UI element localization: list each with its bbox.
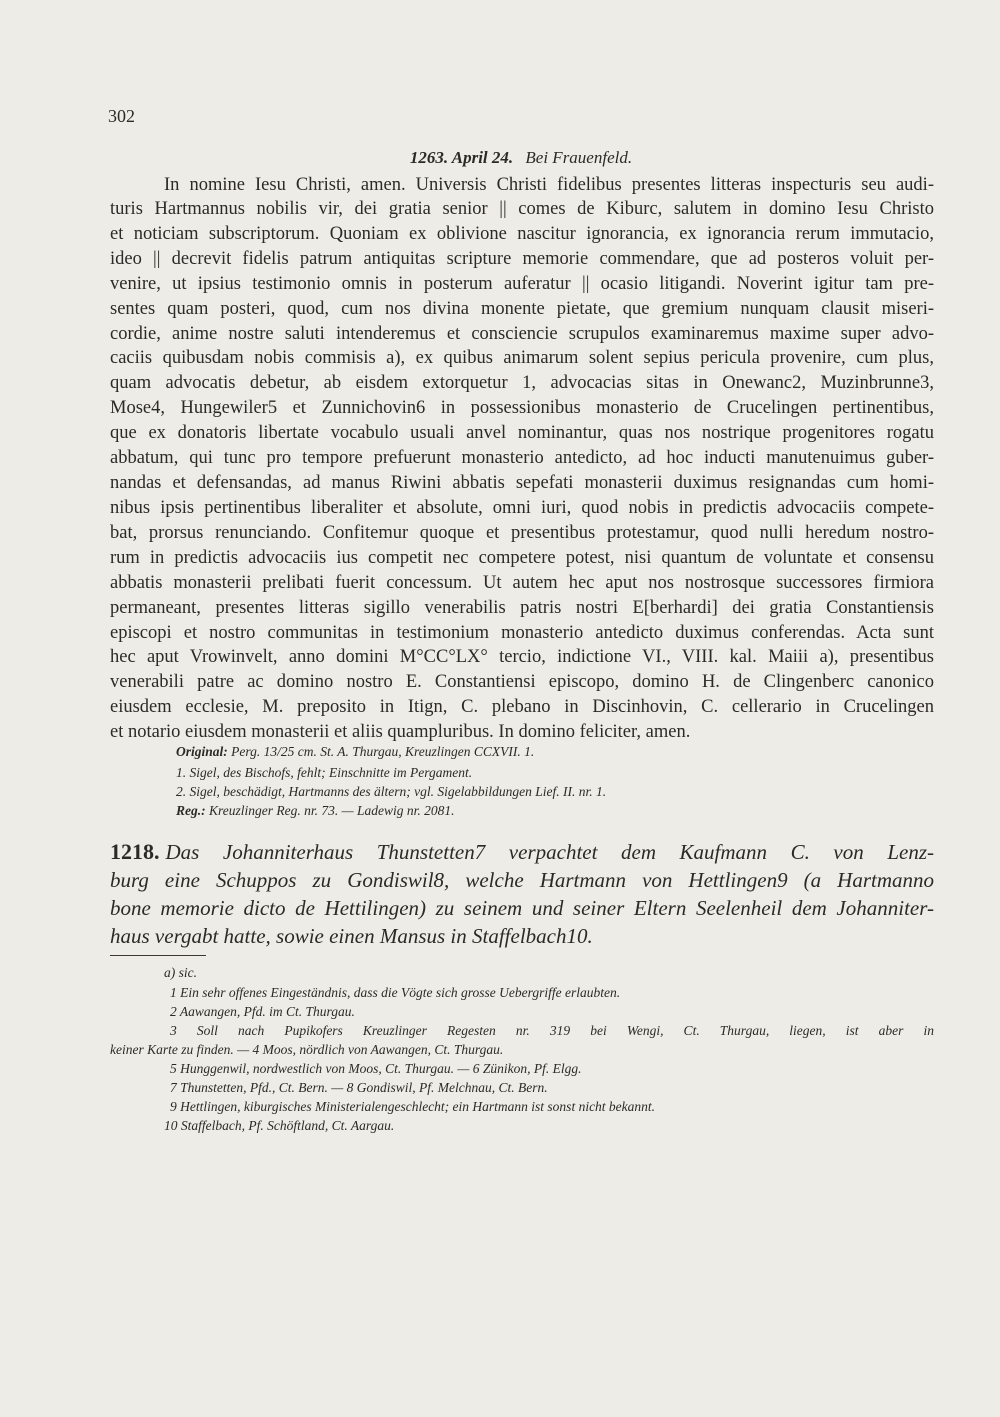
entry-number: 1218. [110,839,160,864]
note-text: 1. Sigel, des Bischofs, fehlt; Einschnitte im Pergament. [176,765,473,780]
entry-line: haus vergabt hatte, sowie einen Mansus in Staffelbach10. [110,924,593,948]
charter-line: abbatum, qui tunc pro tempore prefuerunt monasterio antedicto, ad hoc inducti manutenuimus guber- [110,448,934,468]
note-label: Original: [176,744,228,759]
charter-line: bat, prorsus renunciando. Confitemur quoque et presentibus protestamur, quod nulli heredum nostro- [110,523,934,543]
charter-line: hec aput Vrowinvelt, anno domini M°CC°LX° tercio, indictione VI., VIII. kal. Maiii a), presentibus [110,647,934,667]
note-text: 2. Sigel, beschädigt, Hartmanns des ältern; vgl. Sigelabbildungen Lief. II. nr. 1. [176,784,607,799]
note-text: Perg. 13/25 cm. St. A. Thurgau, Kreuzlingen CCXVII. 1. [231,744,535,759]
charter-line: que ex donatoris libertate vocabulo usuali anvel nominantur, quas nos nostrique progenitores rogatu [110,423,934,443]
note-label: Reg.: [176,803,206,818]
footnote: 10 Staffelbach, Pf. Schöftland, Ct. Aargau. [164,1118,395,1133]
document-place: Bei Frauenfeld. [525,148,633,167]
charter-line: caciis quibusdam nobis commisis a), ex quibus animarum solent sepius pericula provenire, cum plus, [110,348,934,368]
note-text: Kreuzlinger Reg. nr. 73. — Ladewig nr. 2081. [209,803,455,818]
charter-line: cordie, anime nostre saluti intenderemus et consciencie scrupulos examinaremus maxime super advo- [110,324,934,344]
footnote: 1 Ein sehr offenes Eingeständnis, dass die Vögte sich grosse Uebergriffe erlaubten. [170,985,621,1000]
charter-line: venire, ut ipsius testimonio omnis in posterum auferatur || ocasio litigandi. Noverint igitur tam pre- [110,274,934,294]
entry-text: Das Johanniterhaus Thunstetten7 verpachtet dem Kaufmann C. von Lenz- [165,840,934,864]
entry-line: burg eine Schuppos zu Gondiswil8, welche Hartmann von Hettlingen9 (a Hartmanno [110,868,934,892]
charter-line: turis Hartmannus nobilis vir, dei gratia senior || comes de Kiburc, salutem in domino Iesu Christo [110,199,934,219]
charter-line: rum in predictis advocaciis ius competit nec competere potest, nisi quantum de voluntate et consensu [110,548,934,568]
charter-line: nandas et defensandas, ad manus Riwini abbatis sepefati monasterii duximus resignandas cum homi- [110,473,934,493]
charter-line: et noticiam subscriptorum. Quoniam ex oblivione nascitur ignorancia, ex ignorancia rerum immutacio, [110,224,934,244]
charter-line: ideo || decrevit fidelis patrum antiquitas scripture memorie commendare, que ad posteros voluit per- [110,249,934,269]
charter-line: venerabili patre ac domino nostro E. Constantiensi episcopo, domino H. de Clingenberc canonico [110,672,934,692]
charter-line: et notario eiusdem monasterii et aliis quampluribus. In domino feliciter, amen. [110,722,691,742]
charter-line: nibus ipsis pertinentibus liberaliter et absolute, omni iuri, quod nobis in predictis advocaciis compete- [110,498,934,518]
footnote: 7 Thunstetten, Pfd., Ct. Bern. — 8 Gondiswil, Pf. Melchnau, Ct. Bern. [170,1080,548,1095]
footnote: 9 Hettlingen, kiburgisches Ministerialengeschlecht; ein Hartmann ist sonst nicht bekannt. [170,1099,656,1114]
archival-note [176,744,534,760]
document-date: 1263. April 24. [409,148,514,167]
archival-note [176,803,455,819]
charter-line: Mose4, Hungewiler5 et Zunnichovin6 in possessionibus monasterio de Crucelingen pertinentibus, [110,398,934,418]
page-number: 302 [108,106,135,126]
charter-line: episcopi et nostro communitas in testimonium monasterio antedicto duximus conferendas. Acta sunt [110,623,934,643]
footnote: 3 Soll nach Pupikofers Kreuzlinger Regesten nr. 319 bei Wengi, Ct. Thurgau, liegen, ist aber in [170,1023,934,1038]
footnote: keiner Karte zu finden. — 4 Moos, nördlich von Aawangen, Ct. Thurgau. [110,1042,504,1057]
charter-line: abbatis monasterii prelibati fuerit concessum. Ut autem hec aput nos nostrosque successores firmiora [110,573,934,593]
footnote: a) sic. [164,965,197,980]
footnote: 5 Hunggenwil, nordwestlich von Moos, Ct. Thurgau. — 6 Zünikon, Pf. Elgg. [170,1061,582,1076]
entry-line [110,838,934,866]
charter-line: sentes quam posteri, quod, cum nos divina monente pietate, que gremium nunquam clausit miseri- [110,299,934,319]
document-header [110,148,932,168]
footnote: 2 Aawangen, Pfd. im Ct. Thurgau. [170,1004,355,1019]
charter-line: permaneant, presentes litteras sigillo venerabilis patris nostri E[berhardi] dei gratia Constantiensis [110,598,934,618]
archival-note [176,765,472,781]
charter-line: eiusdem ecclesie, M. preposito in Itign, C. plebano in Discinhovin, C. cellerario in Crucelingen [110,697,934,717]
charter-line: In nomine Iesu Christi, amen. Universis Christi fidelibus presentes litteras inspecturis seu audi- [164,175,934,195]
archival-note [176,784,606,800]
entry-line: bone memorie dicto de Hettilingen) zu seinem und seiner Eltern Seelenheil dem Johanniter- [110,896,934,920]
charter-line: quam advocatis debetur, ab eisdem extorquetur 1, advocacias sitas in Onewanc2, Muzinbrunne3, [110,373,934,393]
footnote-divider [110,955,206,956]
